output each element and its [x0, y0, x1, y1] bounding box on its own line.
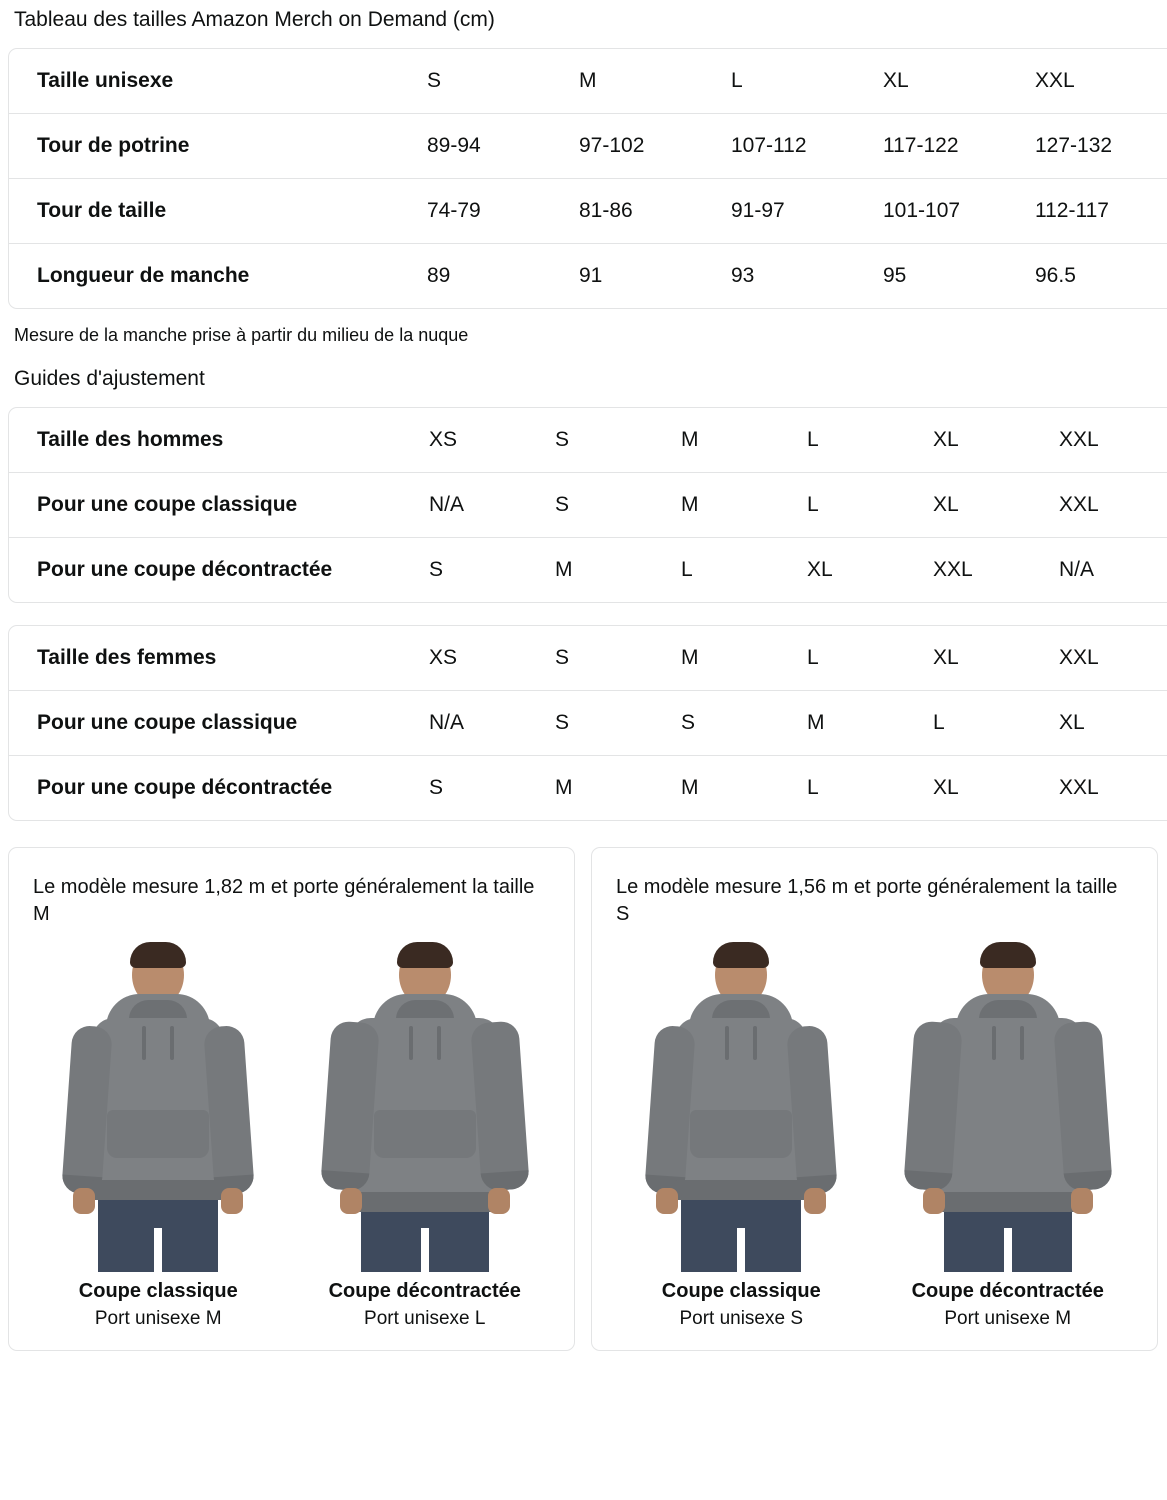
size-chart-page	[0, 6, 1167, 1351]
table-row	[9, 244, 1167, 308]
men-fit-table	[8, 407, 1167, 603]
hoodie-model-image	[300, 942, 551, 1272]
cell: XXL	[1059, 473, 1167, 538]
cell: XXL	[1059, 776, 1099, 799]
women-fit-table	[8, 625, 1167, 821]
leg-gap	[1004, 1228, 1012, 1272]
right-hand-shape	[1071, 1188, 1093, 1214]
cell: L	[807, 473, 933, 538]
cell: 112-117	[1035, 179, 1167, 244]
table-spacer	[8, 603, 1159, 625]
cell: XL	[933, 408, 1059, 473]
cell: 89	[427, 264, 451, 287]
cell: 107-112	[731, 114, 883, 179]
fit-guides-heading: Guides d'ajustement	[14, 367, 205, 390]
figure-sublabel: Port unisexe S	[679, 1308, 804, 1329]
right-drawstring-shape	[1020, 1026, 1024, 1060]
left-hand-shape	[340, 1188, 362, 1214]
hem-shape	[674, 1180, 808, 1200]
figure-sublabel: Port unisexe L	[364, 1308, 486, 1329]
model-illustration	[903, 942, 1113, 1272]
row-header: Pour une coupe décontractée	[37, 776, 333, 799]
cell: XL	[807, 558, 833, 581]
kangaroo-pocket-shape	[690, 1110, 792, 1158]
cell: L	[807, 776, 819, 799]
table-row	[9, 408, 1167, 473]
cell: S	[555, 626, 681, 691]
table-row	[9, 538, 1167, 602]
kangaroo-pocket-shape	[374, 1110, 476, 1158]
cell: L	[933, 691, 1059, 756]
cell: S	[681, 691, 807, 756]
cell: S	[555, 691, 681, 756]
cell: S	[429, 558, 444, 581]
cell: XS	[429, 626, 555, 691]
cell: 96.5	[1035, 264, 1076, 287]
table-row	[9, 179, 1167, 244]
jeans-shape	[681, 1198, 801, 1272]
cell: S	[429, 776, 444, 799]
figure-label: Coupe classique	[661, 1280, 821, 1302]
cell: 95	[883, 264, 907, 287]
cell: M	[555, 776, 573, 799]
figure-label: Coupe classique	[78, 1280, 238, 1302]
cell: M	[681, 473, 807, 538]
figure-relaxed-fit-women	[883, 942, 1134, 1332]
figure-sublabel: Port unisexe M	[944, 1308, 1072, 1329]
cell: L	[731, 49, 883, 114]
figure-row	[616, 942, 1133, 1332]
model-illustration	[320, 942, 530, 1272]
cell: M	[681, 408, 807, 473]
hoodie-model-image	[616, 942, 867, 1272]
cell: M	[681, 776, 699, 799]
hem-shape	[348, 1192, 502, 1212]
hem-shape	[91, 1180, 225, 1200]
cell: L	[807, 408, 933, 473]
cell: 127-132	[1035, 114, 1167, 179]
figure-label: Coupe décontractée	[328, 1280, 521, 1302]
cell: 93	[731, 264, 755, 287]
figure-row	[33, 942, 550, 1332]
cell: 97-102	[579, 114, 731, 179]
figure-label: Coupe décontractée	[911, 1280, 1104, 1302]
table-row	[9, 473, 1167, 538]
cell: XL	[883, 49, 1035, 114]
leg-gap	[421, 1228, 429, 1272]
hair-shape	[130, 942, 186, 968]
row-header: Tour de taille	[9, 179, 427, 244]
cell: 89-94	[427, 114, 579, 179]
cell: XL	[933, 626, 1059, 691]
model-illustration	[636, 942, 846, 1272]
cell: M	[555, 558, 573, 581]
cell: M	[807, 691, 933, 756]
cell: 91	[579, 264, 603, 287]
figure-relaxed-fit-men	[300, 942, 551, 1332]
cell: N/A	[1059, 558, 1095, 581]
row-header: Taille des femmes	[9, 626, 429, 691]
model-panel-men	[8, 847, 575, 1351]
jeans-shape	[944, 1210, 1072, 1272]
left-drawstring-shape	[725, 1026, 729, 1060]
cell: 74-79	[427, 179, 579, 244]
hair-shape	[713, 942, 769, 968]
leg-gap	[154, 1228, 162, 1272]
cell: XXL	[933, 558, 973, 581]
cell: XXL	[1059, 626, 1167, 691]
right-hand-shape	[488, 1188, 510, 1214]
hair-shape	[397, 942, 453, 968]
left-hand-shape	[656, 1188, 678, 1214]
cell: N/A	[429, 691, 555, 756]
hem-shape	[931, 1192, 1085, 1212]
cell: 81-86	[579, 179, 731, 244]
figure-classic-fit-men	[33, 942, 284, 1332]
figure-classic-fit-women	[616, 942, 867, 1332]
cell: XL	[1059, 691, 1167, 756]
jeans-shape	[98, 1198, 218, 1272]
right-hand-shape	[221, 1188, 243, 1214]
cell: S	[555, 473, 681, 538]
model-caption: Le modèle mesure 1,56 m et porte généralement la taille S	[616, 876, 1118, 925]
cell: XL	[933, 776, 959, 799]
page-title: Tableau des tailles Amazon Merch on Demand (cm)	[14, 8, 495, 31]
leg-gap	[737, 1228, 745, 1272]
left-hand-shape	[923, 1188, 945, 1214]
table-row	[9, 114, 1167, 179]
cell: M	[579, 49, 731, 114]
cell: L	[681, 558, 693, 581]
model-caption: Le modèle mesure 1,82 m et porte généralement la taille M	[33, 876, 535, 925]
cell: S	[427, 49, 579, 114]
sleeve-measure-note: Mesure de la manche prise à partir du milieu de la nuque	[14, 325, 469, 345]
row-header: Tour de potrine	[9, 114, 427, 179]
row-header: Pour une coupe classique	[9, 691, 429, 756]
left-drawstring-shape	[992, 1026, 996, 1060]
right-drawstring-shape	[437, 1026, 441, 1060]
row-header: Taille unisexe	[9, 49, 427, 114]
cell: 91-97	[731, 179, 883, 244]
table-row	[9, 756, 1167, 820]
cell: XS	[429, 408, 555, 473]
model-panel-women	[591, 847, 1158, 1351]
cell: L	[807, 626, 933, 691]
table-row	[9, 691, 1167, 756]
left-drawstring-shape	[409, 1026, 413, 1060]
cell: 101-107	[883, 179, 1035, 244]
cell: S	[555, 408, 681, 473]
cell: XL	[933, 473, 1059, 538]
row-header: Pour une coupe classique	[9, 473, 429, 538]
kangaroo-pocket-shape	[107, 1110, 209, 1158]
right-hand-shape	[804, 1188, 826, 1214]
figure-sublabel: Port unisexe M	[94, 1308, 222, 1329]
model-illustration	[53, 942, 263, 1272]
cell: M	[681, 626, 807, 691]
row-header: Longueur de manche	[37, 264, 250, 287]
cell: XXL	[1059, 408, 1167, 473]
right-drawstring-shape	[170, 1026, 174, 1060]
table-row	[9, 626, 1167, 691]
jeans-shape	[361, 1210, 489, 1272]
hair-shape	[980, 942, 1036, 968]
row-header: Taille des hommes	[9, 408, 429, 473]
hoodie-model-image	[33, 942, 284, 1272]
cell: XXL	[1035, 49, 1167, 114]
left-drawstring-shape	[142, 1026, 146, 1060]
model-panels	[8, 847, 1159, 1351]
unisex-size-table	[8, 48, 1167, 309]
cell: N/A	[429, 473, 555, 538]
left-hand-shape	[73, 1188, 95, 1214]
cell: 117-122	[883, 114, 1035, 179]
table-row	[9, 49, 1167, 114]
hoodie-model-image	[883, 942, 1134, 1272]
row-header: Pour une coupe décontractée	[37, 558, 333, 581]
right-drawstring-shape	[753, 1026, 757, 1060]
